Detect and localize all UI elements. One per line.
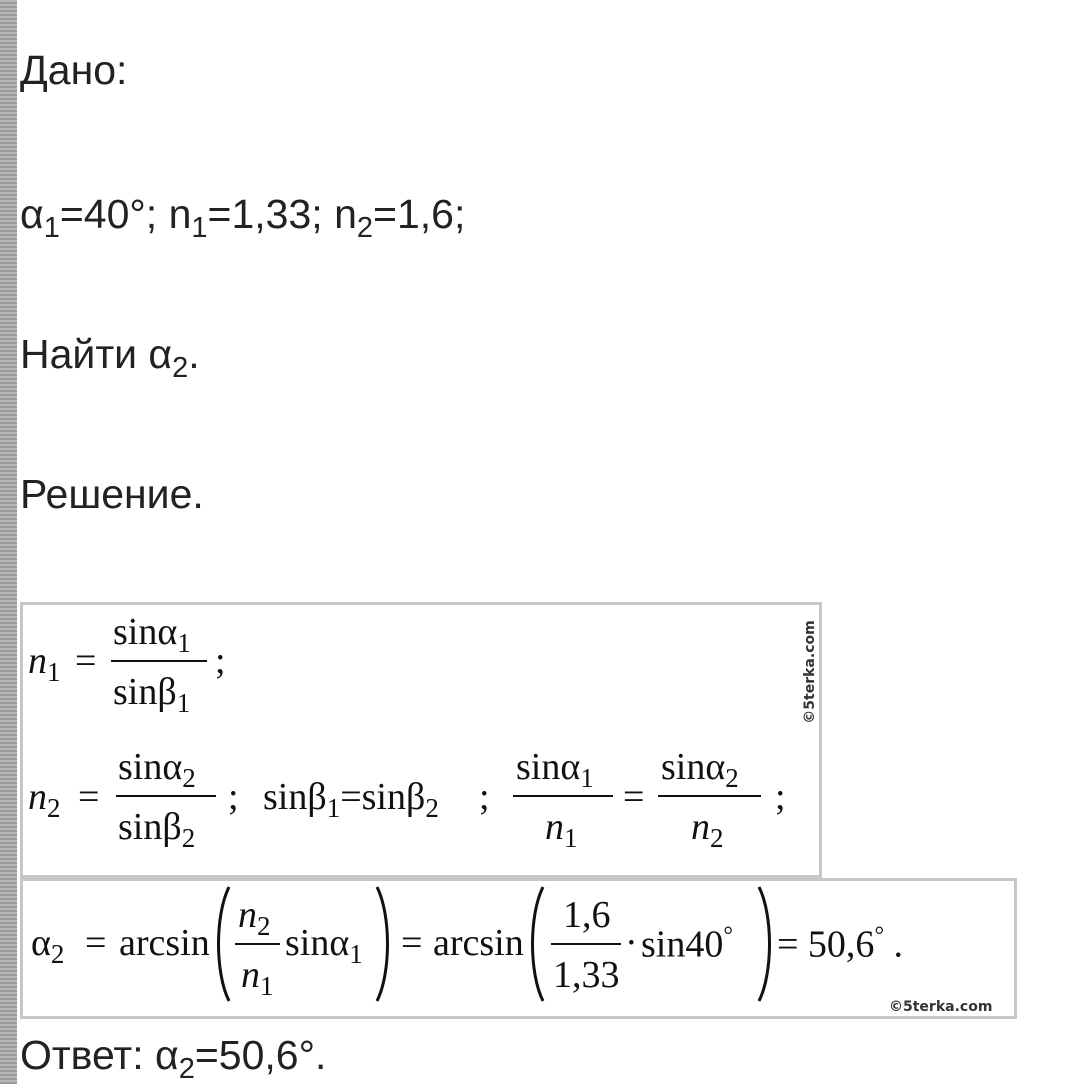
- watermark-horizontal: ©5terka.com: [889, 999, 993, 1015]
- answer-text: Ответ: α: [20, 1032, 179, 1078]
- n2-index: 2: [356, 212, 374, 244]
- eq-sign: =: [623, 776, 645, 818]
- frac2-bar: [116, 795, 216, 797]
- find-line: [20, 331, 200, 384]
- semicolon: ;: [228, 776, 239, 818]
- sin40: sin40°: [641, 923, 733, 966]
- find-text: Найти α: [20, 331, 173, 377]
- formula-box-2: [20, 878, 1017, 1019]
- find-index: 2: [172, 352, 189, 384]
- ratio-den: $n_1$: [241, 954, 274, 1001]
- answer-value: =50,6°.: [194, 1032, 327, 1078]
- alpha1-value: =40°;: [59, 191, 158, 237]
- semicolon: ;: [479, 776, 490, 818]
- solution-heading: Решение.: [20, 471, 204, 517]
- n2-symbol: n: [334, 191, 357, 237]
- ratio-num: $n_2$: [238, 894, 271, 941]
- left-paren-1: [211, 885, 233, 1003]
- alpha1-symbol: α: [20, 191, 44, 237]
- alpha1-index: 1: [43, 212, 60, 244]
- n1-lhs: $n_1$: [28, 640, 61, 687]
- frac2-num: sinα$_2$: [118, 746, 196, 793]
- semicolon: ;: [775, 776, 786, 818]
- ratio-bar: [235, 943, 280, 945]
- frac2-den: sinβ$_2$: [118, 806, 196, 853]
- frac1-num: sinα$_1$: [113, 611, 191, 658]
- value-den: 1,33: [553, 954, 620, 996]
- answer-line: [20, 1032, 327, 1085]
- frac3-bar: [513, 795, 613, 797]
- frac4-num: sinα$_2$: [661, 746, 739, 793]
- right-paren-1: [373, 885, 395, 1003]
- frac3-num: sinα$_1$: [516, 746, 594, 793]
- final-lhs: $\alpha_2$: [31, 922, 65, 969]
- frac1-den: sinβ$_1$: [113, 671, 191, 718]
- n1-value: =1,33;: [207, 191, 323, 237]
- n2-lhs: $n_2$: [28, 776, 61, 823]
- given-heading: Дано:: [20, 47, 128, 93]
- eq-sign: =: [78, 776, 100, 818]
- arcsin-2: arcsin: [433, 922, 524, 964]
- eq-sign: =: [75, 640, 97, 682]
- page-left-edge: [0, 0, 17, 1084]
- given-values: [20, 191, 466, 244]
- semicolon: ;: [215, 640, 226, 682]
- find-end: .: [188, 331, 200, 377]
- formula-box-1: [20, 602, 822, 878]
- sinbeta-equality: sinβ$_1$=sinβ$_2$: [263, 776, 439, 823]
- n1-index: 1: [191, 212, 208, 244]
- n2-value: =1,6;: [373, 191, 466, 237]
- value-num: 1,6: [563, 894, 611, 936]
- eq-sign: =: [401, 922, 423, 964]
- right-paren-2: [755, 885, 777, 1003]
- result: = 50,6° .: [777, 923, 904, 966]
- dot: ·: [625, 922, 638, 964]
- n1-symbol: n: [168, 191, 192, 237]
- frac1-bar: [111, 660, 207, 662]
- left-paren-2: [525, 885, 547, 1003]
- eq-sign: =: [85, 922, 107, 964]
- value-bar: [551, 943, 621, 945]
- frac3-den: $n_1$: [545, 806, 578, 853]
- frac4-bar: [658, 795, 761, 797]
- frac4-den: $n_2$: [691, 806, 724, 853]
- answer-index: 2: [178, 1053, 195, 1085]
- arcsin-1: arcsin: [119, 922, 210, 964]
- watermark-vertical: ©5terka.com: [802, 620, 818, 724]
- sin-alpha1: sinα$_1$: [285, 922, 363, 969]
